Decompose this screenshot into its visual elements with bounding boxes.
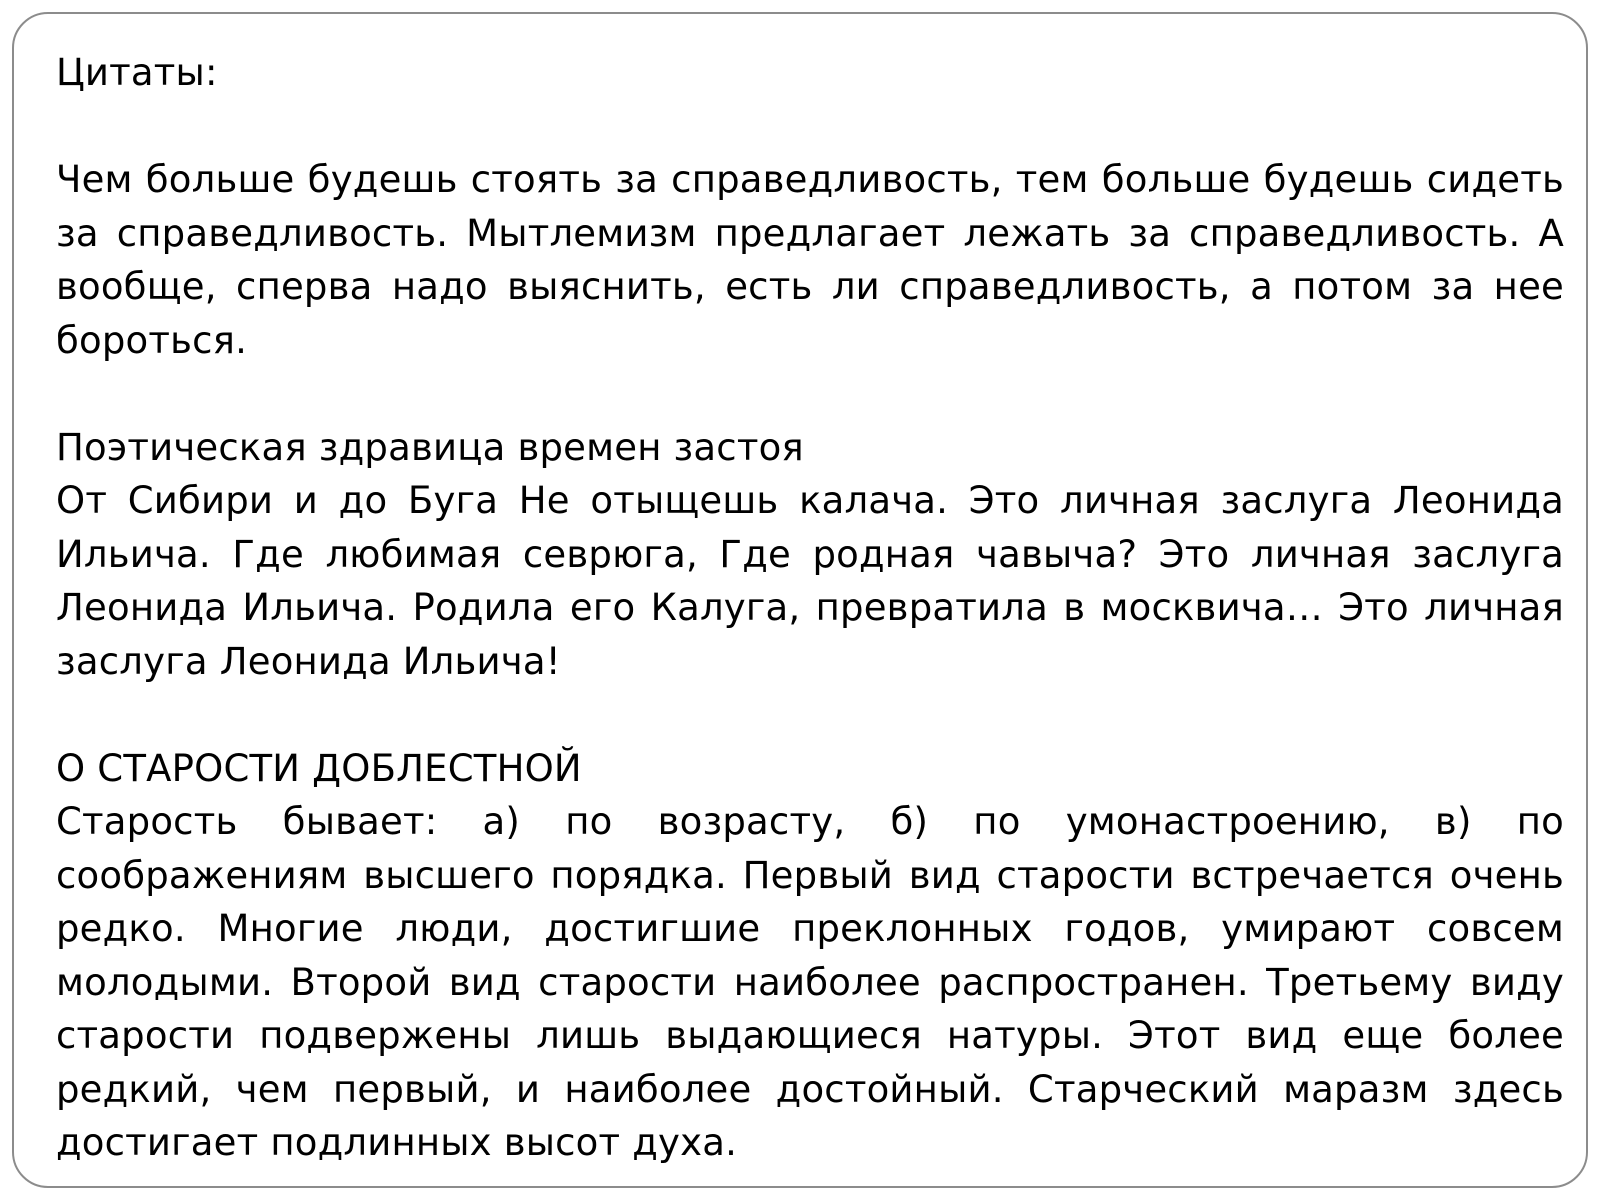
old-age-heading: О СТАРОСТИ ДОБЛЕСТНОЙ (56, 746, 582, 790)
slide-content (56, 46, 1564, 1170)
quote-justice: Чем больше будешь стоять за справедливость, тем больше будешь сидеть за справедливость. Мытлемизм предлагает лежать за справедливость. А вообще, сперва надо выяснить, есть ли справедливость, а потом за нее бороться. (56, 158, 1564, 362)
old-age-block (56, 742, 1564, 1170)
slide-title: Цитаты: (56, 51, 218, 94)
poem-block (56, 421, 1564, 689)
poem-heading: Поэтическая здравица времен застоя (56, 425, 804, 469)
poem-body: От Сибири и до Буга Не отыщешь калача. Это личная заслуга Леонида Ильича. Где любимая севрюга, Где родная чавыча? Это личная заслуга Леонида Ильича. Родила его Калуга, превратила в москвича… Это личная заслуга Леонида Ильича! (56, 479, 1564, 683)
old-age-body: Старость бывает: а) по возрасту, б) по умонастроению, в) по соображениям высшего порядка. Первый вид старости встречается очень редко. Многие люди, достигшие преклонных годов, умирают совсем молодыми. Второй вид старости наиболее распространен. Третьему виду старости подвержены лишь выдающиеся натуры. Этот вид еще более редкий, чем первый, и наиболее достойный. Старческий маразм здесь достигает подлинных высот духа. (56, 800, 1564, 1164)
